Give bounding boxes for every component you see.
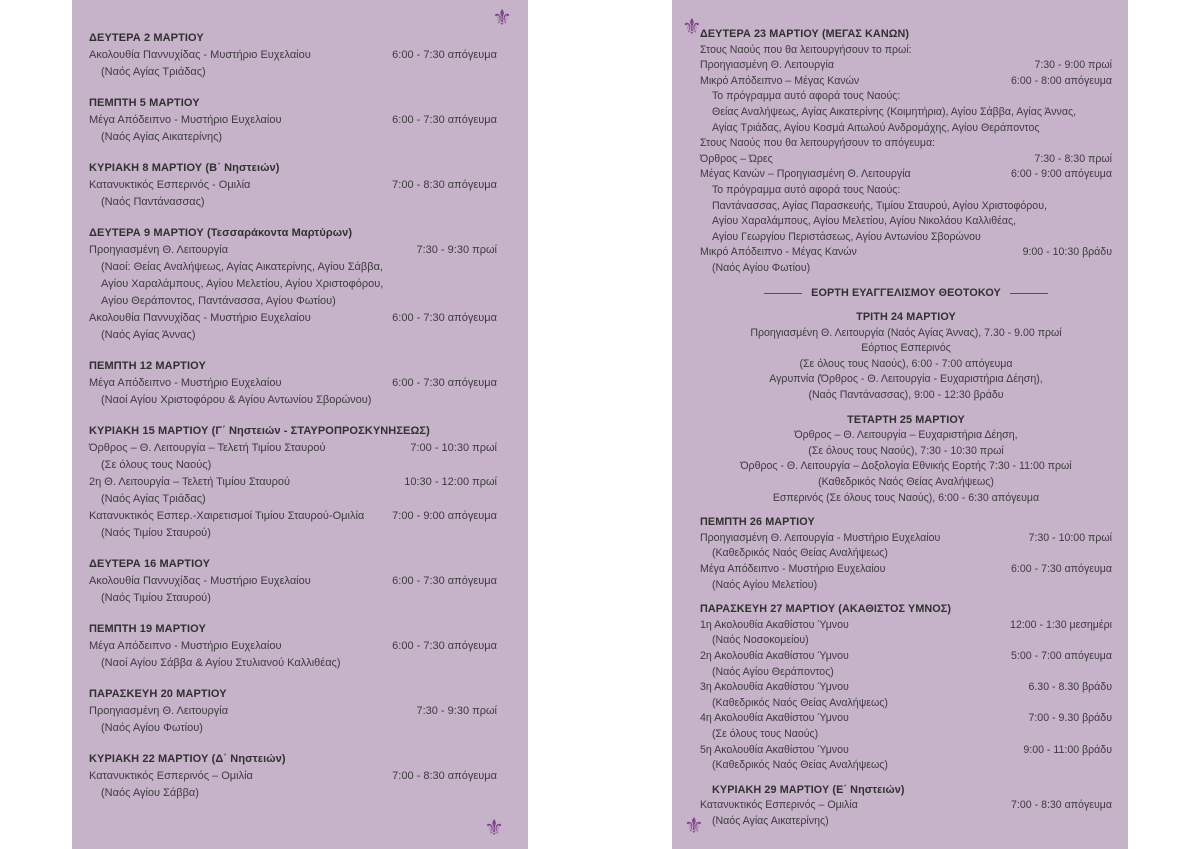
- schedule-row: [700, 357, 1112, 373]
- schedule-row: [89, 64, 497, 81]
- event-label: Προηγιασμένη Θ. Λειτουργία: [700, 59, 834, 72]
- event-time: 9:00 - 11:00 βράδυ: [1023, 743, 1112, 756]
- event-label: (Ναός Παντάνασσας): [101, 196, 205, 208]
- schedule-section: [89, 686, 497, 737]
- schedule-row: [700, 121, 1112, 137]
- schedule-row: [89, 720, 497, 737]
- event-label: (Σε όλους τους Ναούς): [712, 727, 819, 740]
- schedule-row: [700, 475, 1112, 491]
- section-heading: ΠΕΜΠΤΗ 12 ΜΑΡΤΙΟΥ: [89, 360, 206, 372]
- event-label: 5η Ακολουθία Ακαθίστου Ύμνου: [700, 743, 849, 756]
- schedule-row: [89, 327, 497, 344]
- schedule-row: [89, 638, 497, 655]
- section-heading: ΔΕΥΤΕΡΑ 23 ΜΑΡΤΙΟΥ (ΜΕΓΑΣ ΚΑΝΩΝ): [700, 28, 910, 40]
- schedule-row: [89, 392, 497, 409]
- event-label: Ακολουθία Παννυχίδας - Μυστήριο Ευχελαίου: [89, 575, 311, 587]
- event-time: 6.30 - 8.30 βράδυ: [1028, 681, 1112, 694]
- event-label: Ακολουθία Παννυχίδας - Μυστήριο Ευχελαίου: [89, 49, 311, 61]
- schedule-section: [700, 783, 1112, 830]
- schedule-row: [89, 129, 497, 146]
- event-label: Στους Ναούς που θα λειτουργήσουν το πρωί:: [700, 43, 912, 56]
- fleur-de-lis-icon: ⚜: [484, 815, 504, 840]
- schedule-section: [89, 751, 497, 802]
- event-label: Προηγιασμένη Θ. Λειτουργία: [89, 705, 229, 717]
- event-label: Αγίου Χαραλάμπους, Αγίου Μελετίου, Αγίου Χριστοφόρου,: [101, 278, 384, 290]
- event-label: (Ναός Αγίας Αικατερίνης): [712, 814, 829, 827]
- event-label: Κατανυκτικός Εσπερ.-Χαιρετισμοί Τιμίου Σταυρού-Ομιλία: [89, 510, 365, 522]
- event-label: (Σε όλους τους Ναούς), 6:00 - 7:00 απόγευμα: [799, 357, 1013, 370]
- event-label: Αγίου Χαραλάμπους, Αγίου Μελετίου, Αγίου Νικολάου Καλλιθέας,: [712, 215, 1017, 228]
- section-heading: ΔΕΥΤΕΡΑ 16 ΜΑΡΤΙΟΥ: [89, 558, 211, 570]
- schedule-row: [89, 508, 497, 525]
- event-time: 6:00 - 7:30 απόγευμα: [392, 49, 497, 61]
- event-label: Εόρτιος Εσπερινός: [861, 342, 951, 355]
- event-label: (Ναός Αγίου Σάββα): [101, 787, 199, 799]
- schedule-row: [700, 743, 1112, 759]
- schedule-row: [700, 814, 1112, 830]
- schedule-row: [700, 696, 1112, 712]
- event-time: 7:30 - 9:00 πρωί: [1034, 59, 1112, 72]
- event-label: 3η Ακολουθία Ακαθίστου Ύμνου: [700, 681, 849, 694]
- schedule-row: [700, 562, 1112, 578]
- schedule-row: [89, 573, 497, 590]
- section-heading: ΠΑΡΑΣΚΕΥΗ 27 ΜΑΡΤΙΟΥ (ΑΚΑΘΙΣΤΟΣ ΥΜΝΟΣ): [700, 603, 952, 616]
- section-heading: ΠΕΜΠΤΗ 19 ΜΑΡΤΙΟΥ: [89, 623, 206, 635]
- event-time: 12:00 - 1:30 μεσημέρι: [1010, 618, 1112, 631]
- schedule-row: [700, 245, 1112, 261]
- section-heading: ΚΥΡΙΑΚΗ 8 ΜΑΡΤΙΟΥ (Β΄ Νηστειών): [89, 162, 280, 174]
- schedule-row: [700, 152, 1112, 168]
- event-label: (Ναός Τιμίου Σταυρού): [101, 592, 211, 604]
- fleur-de-lis-icon: ⚜: [684, 813, 704, 838]
- schedule-row: [89, 259, 497, 276]
- event-time: 5:00 - 7:00 απόγευμα: [1011, 649, 1112, 662]
- schedule-section: [89, 358, 497, 409]
- event-label: Θείας Αναλήψεως, Αγίας Αικατερίνης (Κοιμητήρια), Αγίου Σάββα, Αγίας Άννας,: [712, 105, 1077, 118]
- event-time: 7:00 - 8:30 απόγευμα: [392, 770, 497, 782]
- event-label: (Καθεδρικός Ναός Θείας Αναλήψεως): [712, 759, 888, 772]
- schedule-row: [89, 194, 497, 211]
- schedule-row: [700, 183, 1112, 199]
- schedule-section: [700, 515, 1112, 593]
- schedule-section: [89, 160, 497, 211]
- event-time: 6:00 - 7:30 απόγευμα: [392, 114, 497, 126]
- schedule-row: [700, 444, 1112, 460]
- event-label: (Καθεδρικός Ναός Θείας Αναλήψεως): [712, 547, 888, 560]
- event-label: (Καθεδρικός Ναός Θείας Αναλήψεως): [712, 696, 888, 709]
- section-heading: [700, 286, 1112, 302]
- event-time: 7:00 - 9.30 βράδυ: [1028, 712, 1112, 725]
- schedule-row: [700, 727, 1112, 743]
- schedule-row: [89, 440, 497, 457]
- schedule-row: [89, 177, 497, 194]
- event-label: 1η Ακολουθία Ακαθίστου Ύμνου: [700, 618, 849, 631]
- schedule-section: [89, 225, 497, 344]
- event-label: Ακολουθία Παννυχίδας - Μυστήριο Ευχελαίου: [89, 312, 311, 324]
- event-label: (Ναοί Αγίου Σάββα & Αγίου Στυλιανού Καλλιθέας): [101, 657, 341, 669]
- schedule-row: [700, 214, 1112, 230]
- program-page-right: [672, 0, 1128, 849]
- event-label: Όρθρος – Ώρες: [700, 152, 773, 165]
- event-label: Όρθρος – Θ. Λειτουργία – Ευχαριστήρια Δέηση,: [794, 429, 1018, 442]
- event-label: (Ναός Αγίας Άννας): [101, 329, 196, 341]
- event-label: (Ναός Αγίου Μελετίου): [712, 578, 818, 591]
- event-time: 6:00 - 7:30 απόγευμα: [392, 575, 497, 587]
- event-label: Αγρυπνία (Όρθρος - Θ. Λειτουργία - Ευχαριστήρια Δέηση),: [769, 373, 1043, 386]
- event-time: 7:00 - 8:30 απόγευμα: [1011, 799, 1112, 812]
- page-left-content: [72, 0, 528, 849]
- schedule-row: [700, 136, 1112, 152]
- event-label: (Ναός Αγίου Θεράποντος): [712, 665, 834, 678]
- schedule-row: [700, 372, 1112, 388]
- fleur-de-lis-icon: ⚜: [492, 5, 512, 30]
- event-label: Μέγας Κανών – Προηγιασμένη Θ. Λειτουργία: [700, 168, 911, 181]
- event-time: 6:00 - 8:00 απόγευμα: [1011, 74, 1112, 87]
- schedule-row: [700, 388, 1112, 404]
- event-label: (Ναοί: Θείας Αναλήψεως, Αγίας Αικατερίνης, Αγίου Σάββα,: [101, 261, 383, 273]
- event-label: Όρθρος – Θ. Λειτουργία – Τελετή Τιμίου Σταυρού: [89, 442, 326, 454]
- schedule-row: [89, 768, 497, 785]
- event-time: 10:30 - 12:00 πρωί: [404, 476, 497, 488]
- schedule-section: [700, 286, 1112, 302]
- schedule-row: [700, 758, 1112, 774]
- schedule-row: [700, 531, 1112, 547]
- schedule-row: [89, 785, 497, 802]
- event-label: Προηγιασμένη Θ. Λειτουργία (Ναός Αγίας Άννας), 7.30 - 9.00 πρωί: [750, 326, 1062, 339]
- schedule-section: [700, 413, 1112, 507]
- event-label: Μικρό Απόδειπνο – Μέγας Κανών: [700, 74, 860, 87]
- event-label: (Ναοί Αγίου Χριστοφόρου & Αγίου Αντωνίου Σβορώνου): [101, 394, 372, 406]
- schedule-row: [89, 590, 497, 607]
- schedule-row: [89, 655, 497, 672]
- schedule-section: [700, 310, 1112, 404]
- event-time: 6:00 - 9:00 απόγευμα: [1011, 168, 1112, 181]
- program-page-left: [72, 0, 528, 849]
- event-label: (Ναός Αγίου Φωτίου): [101, 722, 203, 734]
- section-heading: ΚΥΡΙΑΚΗ 22 ΜΑΡΤΙΟΥ (Δ΄ Νηστειών): [89, 753, 286, 765]
- section-heading: ΔΕΥΤΕΡΑ 9 ΜΑΡΤΙΟΥ (Τεσσαράκοντα Μαρτύρων): [89, 227, 353, 239]
- heading-rule-right: [1010, 293, 1048, 294]
- event-label: 4η Ακολουθία Ακαθίστου Ύμνου: [700, 712, 849, 725]
- schedule-row: [89, 457, 497, 474]
- schedule-row: [700, 546, 1112, 562]
- event-label: 2η Θ. Λειτουργία – Τελετή Τιμίου Σταυρού: [89, 476, 291, 488]
- event-label: Μέγα Απόδειπνο - Μυστήριο Ευχελαίου: [89, 640, 282, 652]
- schedule-row: [700, 680, 1112, 696]
- event-label: Εσπερινός (Σε όλους τους Ναούς), 6:00 - 6:30 απόγευμα: [772, 491, 1040, 504]
- event-label: (Καθεδρικός Ναός Θείας Αναλήψεως): [818, 476, 994, 489]
- schedule-row: [700, 199, 1112, 215]
- schedule-row: [700, 578, 1112, 594]
- event-label: (Ναός Αγίας Τριάδας): [101, 493, 206, 505]
- event-time: 7:30 - 8:30 πρωί: [1034, 152, 1112, 165]
- schedule-row: [700, 105, 1112, 121]
- schedule-row: [89, 491, 497, 508]
- event-time: 6:00 - 7:30 απόγευμα: [392, 377, 497, 389]
- event-label: Μέγα Απόδειπνο - Μυστήριο Ευχελαίου: [89, 114, 282, 126]
- schedule-section: [89, 30, 497, 81]
- event-label: Κατανυκτικός Εσπερινός - Ομιλία: [89, 179, 251, 191]
- event-label: Παντάνασσας, Αγίας Παρασκευής, Τιμίου Σταυρού, Αγίου Χριστοφόρου,: [712, 199, 1047, 212]
- event-label: (Ναός Αγίας Τριάδας): [101, 66, 206, 78]
- event-label: Μικρό Απόδειπνο - Μέγας Κανών: [700, 246, 857, 259]
- schedule-section: [89, 95, 497, 146]
- schedule-row: [89, 525, 497, 542]
- page-right-content: [672, 0, 1128, 849]
- schedule-row: [89, 703, 497, 720]
- event-label: Αγίου Θεράποντος, Παντάνασσα, Αγίου Φωτίου): [101, 295, 336, 307]
- event-label: (Σε όλους τους Ναούς), 7:30 - 10:30 πρωί: [808, 444, 1004, 457]
- schedule-row: [700, 341, 1112, 357]
- schedule-row: [89, 375, 497, 392]
- schedule-row: [89, 276, 497, 293]
- schedule-row: [700, 74, 1112, 90]
- schedule-row: [700, 459, 1112, 475]
- section-heading: ΚΥΡΙΑΚΗ 15 ΜΑΡΤΙΟΥ (Γ΄ Νηστειών - ΣΤΑΥΡΟΠΡΟΣΚΥΝΗΣΕΩΣ): [89, 425, 430, 437]
- event-label: (Ναός Αγίου Φωτίου): [712, 261, 811, 274]
- schedule-section: [700, 602, 1112, 774]
- schedule-row: [89, 47, 497, 64]
- event-label: Κατανυκτικός Εσπερινός – Ομιλία: [89, 770, 253, 782]
- schedule-row: [89, 310, 497, 327]
- fleur-de-lis-icon: ⚜: [682, 14, 702, 39]
- event-label: Προηγιασμένη Θ. Λειτουργία: [89, 244, 229, 256]
- section-heading: ΠΕΜΠΤΗ 26 ΜΑΡΤΙΟΥ: [700, 516, 815, 529]
- event-label: (Ναός Τιμίου Σταυρού): [101, 527, 211, 539]
- event-label: (Ναός Αγίας Αικατερίνης): [101, 131, 223, 143]
- event-label: Το πρόγραμμα αυτό αφορά τους Ναούς:: [712, 90, 901, 103]
- event-label: Αγίας Τριάδας, Αγίου Κοσμά Αιτωλού Ανδρομάχης, Αγίου Θεράποντος: [712, 121, 1040, 134]
- schedule-row: [700, 428, 1112, 444]
- schedule-row: [700, 711, 1112, 727]
- event-label: Αγίου Γεωργίου Περιστάσεως, Αγίου Αντωνίου Σβορώνου: [712, 230, 981, 243]
- event-time: 7:30 - 10:00 πρωί: [1028, 531, 1112, 544]
- event-label: Προηγιασμένη Θ. Λειτουργία - Μυστήριο Ευχελαίου: [700, 531, 941, 544]
- event-label: (Ναός Παντάνασσας), 9:00 - 12:30 βράδυ: [808, 389, 1004, 402]
- section-heading: ΠΕΜΠΤΗ 5 ΜΑΡΤΙΟΥ: [89, 97, 200, 109]
- event-time: 7:30 - 9:30 πρωί: [416, 705, 497, 717]
- event-label: Μέγα Απόδειπνο - Μυστήριο Ευχελαίου: [700, 563, 886, 575]
- schedule-row: [700, 261, 1112, 277]
- schedule-row: [700, 167, 1112, 183]
- event-time: 9:00 - 10:30 βράδυ: [1022, 246, 1112, 259]
- schedule-row: [700, 58, 1112, 74]
- schedule-section: [89, 621, 497, 672]
- event-label: Στους Ναούς που θα λειτουργήσουν το απόγευμα:: [700, 137, 936, 150]
- schedule-row: [700, 618, 1112, 634]
- event-time: 7:30 - 9:30 πρωί: [416, 244, 497, 256]
- schedule-row: [700, 326, 1112, 342]
- heading-text: ΕΟΡΤΗ ΕΥΑΓΓΕΛΙΣΜΟΥ ΘΕΟΤΟΚΟΥ: [811, 286, 1001, 299]
- event-label: (Ναός Νοσοκομείου): [712, 634, 809, 647]
- schedule-row: [89, 293, 497, 310]
- heading-rule-left: [764, 293, 802, 294]
- event-time: 7:00 - 8:30 απόγευμα: [392, 179, 497, 191]
- schedule-section: [700, 27, 1112, 277]
- event-time: 6:00 - 7:30 απόγευμα: [392, 312, 497, 324]
- event-label: Όρθρος - Θ. Λειτουργία – Δοξολογία Εθνικής Εορτής 7:30 - 11:00 πρωί: [740, 460, 1072, 473]
- event-time: 7:00 - 9:00 απόγευμα: [392, 510, 497, 522]
- section-heading: ΔΕΥΤΕΡΑ 2 ΜΑΡΤΙΟΥ: [89, 32, 204, 44]
- schedule-row: [700, 633, 1112, 649]
- schedule-row: [89, 474, 497, 491]
- schedule-row: [700, 230, 1112, 246]
- schedule-section: [89, 423, 497, 542]
- schedule-row: [700, 649, 1112, 665]
- section-heading: ΤΕΤΑΡΤΗ 25 ΜΑΡΤΙΟΥ: [847, 413, 965, 426]
- schedule-row: [89, 112, 497, 129]
- event-label: 2η Ακολουθία Ακαθίστου Ύμνου: [700, 649, 849, 662]
- event-label: Κατανυκτικός Εσπερινός – Ομιλία: [700, 799, 858, 812]
- schedule-row: [89, 242, 497, 259]
- schedule-section: [89, 556, 497, 607]
- event-time: 7:00 - 10:30 πρωί: [410, 442, 497, 454]
- event-time: 6:00 - 7:30 απόγευμα: [1011, 563, 1112, 575]
- section-heading: ΠΑΡΑΣΚΕΥΗ 20 ΜΑΡΤΙΟΥ: [89, 688, 227, 700]
- section-heading: ΤΡΙΤΗ 24 ΜΑΡΤΙΟΥ: [856, 311, 956, 324]
- event-time: 6:00 - 7:30 απόγευμα: [392, 640, 497, 652]
- schedule-row: [700, 491, 1112, 507]
- event-label: (Σε όλους τους Ναούς): [101, 459, 212, 471]
- schedule-row: [700, 798, 1112, 814]
- schedule-row: [700, 89, 1112, 105]
- section-heading: ΚΥΡΙΑΚΗ 29 ΜΑΡΤΙΟΥ (Ε΄ Νηστειών): [712, 783, 905, 796]
- schedule-row: [700, 665, 1112, 681]
- event-label: Μέγα Απόδειπνο - Μυστήριο Ευχελαίου: [89, 377, 282, 389]
- schedule-row: [700, 43, 1112, 59]
- event-label: Το πρόγραμμα αυτό αφορά τους Ναούς:: [712, 183, 901, 196]
